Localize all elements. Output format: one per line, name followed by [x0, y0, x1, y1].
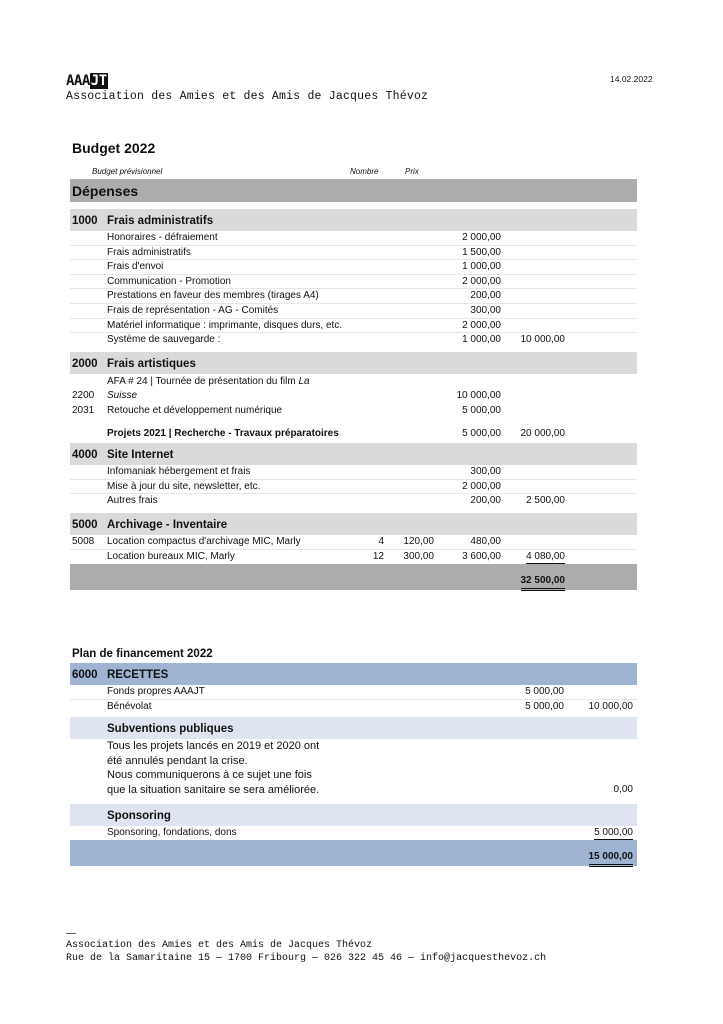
text-line: que la situation sanitaire se sera améliorée. 0,00	[107, 783, 633, 796]
document-date: 14.02.2022	[610, 74, 653, 84]
table-row: Projets 2021 | Recherche - Travaux préparatoires 5 000,00 20 000,00	[70, 427, 637, 442]
column-header-prix: Prix	[405, 167, 419, 176]
table-row: Matériel informatique : imprimante, disques durs, etc. 2 000,00	[70, 319, 637, 334]
group-name: Frais administratifs	[107, 215, 214, 227]
group-name: Sponsoring	[107, 809, 171, 822]
table-row: 2200 Suisse 10 000,00	[72, 390, 501, 402]
group-header-6000	[70, 663, 637, 685]
table-row: Frais de représentation - AG - Comités 300,00	[70, 304, 637, 319]
logo-text-jt: JT	[90, 73, 107, 89]
table-row: Frais d'envoi 1 000,00	[70, 260, 637, 275]
budget-subtitle: Budget prévisionnel	[92, 167, 163, 176]
group-code: 2000	[72, 357, 98, 370]
group-name: Archivage - Inventaire	[107, 518, 228, 531]
group-total: 0,00	[613, 783, 633, 795]
logo-text-aaa: AAA	[66, 73, 90, 89]
film-line-text: AFA # 24 | Tournée de présentation du film	[107, 375, 299, 387]
group-total: 4 080,00	[526, 550, 565, 562]
table-row: Fonds propres AAAJT 5 000,00	[70, 685, 637, 700]
footer-dash: —	[66, 928, 76, 939]
organization-name: Association des Amies et des Amis de Jacques Thévoz	[66, 90, 429, 103]
table-row: Prestations en faveur des membres (tirages A4) 200,00	[70, 289, 637, 304]
group-name: Site Internet	[107, 449, 174, 462]
group-name: Frais artistiques	[107, 357, 196, 370]
text-line: Tous les projets lancés en 2019 et 2020 ont	[107, 740, 320, 753]
text-line: été annulés pendant la crise.	[107, 754, 248, 767]
group-header-sponsoring	[70, 804, 637, 826]
text-line: Nous communiquerons à ce sujet une fois	[107, 769, 312, 782]
table-row: Frais administratifs 1 500,00	[70, 246, 637, 261]
footer-address: Rue de la Samaritaine 15 — 1700 Fribourg — 026 322 45 46 — info@jacquesthevoz.ch	[66, 953, 547, 964]
section-depenses	[70, 179, 637, 202]
group-header-subventions	[70, 717, 637, 739]
film-title-part: Suisse	[107, 390, 138, 402]
group-total: 10 000,00	[520, 334, 565, 346]
table-row: 2031 Retouche et développement numérique 5 000,00	[72, 404, 501, 416]
group-code: 4000	[72, 449, 98, 462]
budget-grand-total: 32 500,00	[521, 574, 566, 591]
table-row: Mise à jour du site, newsletter, etc. 2 000,00	[70, 480, 637, 495]
group-header-5000	[70, 513, 637, 535]
table-row: 5008 Location compactus d'archivage MIC, Marly 4 120,00 480,00	[70, 535, 637, 550]
table-row: Bénévolat 5 000,00 10 000,00	[70, 700, 637, 715]
budget-grand-total-row	[70, 564, 637, 590]
group-name: RECETTES	[107, 669, 169, 681]
group-code: 1000	[72, 215, 98, 227]
logo	[66, 73, 108, 89]
budget-table	[70, 179, 637, 590]
group-header-2000	[70, 352, 637, 374]
film-title-part: La	[298, 375, 310, 387]
table-row: Infomaniak hébergement et frais 300,00	[70, 465, 637, 480]
column-header-nombre: Nombre	[350, 167, 379, 176]
table-row	[70, 375, 637, 390]
table-row: Autres frais 200,00 2 500,00	[70, 494, 637, 509]
group-total: 2 500,00	[526, 495, 565, 507]
group-header-1000	[70, 209, 637, 231]
table-row: Location bureaux MIC, Marly 12 300,00 3 600,00 4 080,00	[107, 550, 565, 562]
section-title: Dépenses	[72, 183, 139, 199]
group-name: Subventions publiques	[107, 723, 234, 736]
group-total: 5 000,00	[594, 826, 633, 838]
table-row: Système de sauvegarde : 1 000,00 10 000,00	[70, 333, 637, 348]
table-row: Honoraires - défraiement 2 000,00	[70, 231, 637, 246]
table-row: Sponsoring, fondations, dons 5 000,00	[107, 826, 633, 838]
group-header-4000	[70, 443, 637, 465]
plan-title: Plan de financement 2022	[72, 648, 213, 660]
group-code: 6000	[72, 669, 98, 681]
table-row: Communication - Promotion 2 000,00	[70, 275, 637, 290]
plan-grand-total-row	[70, 840, 637, 866]
group-total: 10 000,00	[588, 700, 633, 712]
plan-table	[70, 663, 637, 866]
group-total: 20 000,00	[520, 427, 565, 439]
footer-organization: Association des Amies et des Amis de Jacques Thévoz	[66, 940, 373, 951]
group-code: 5000	[72, 518, 98, 531]
budget-title: Budget 2022	[72, 140, 156, 156]
plan-grand-total: 15 000,00	[589, 850, 634, 867]
